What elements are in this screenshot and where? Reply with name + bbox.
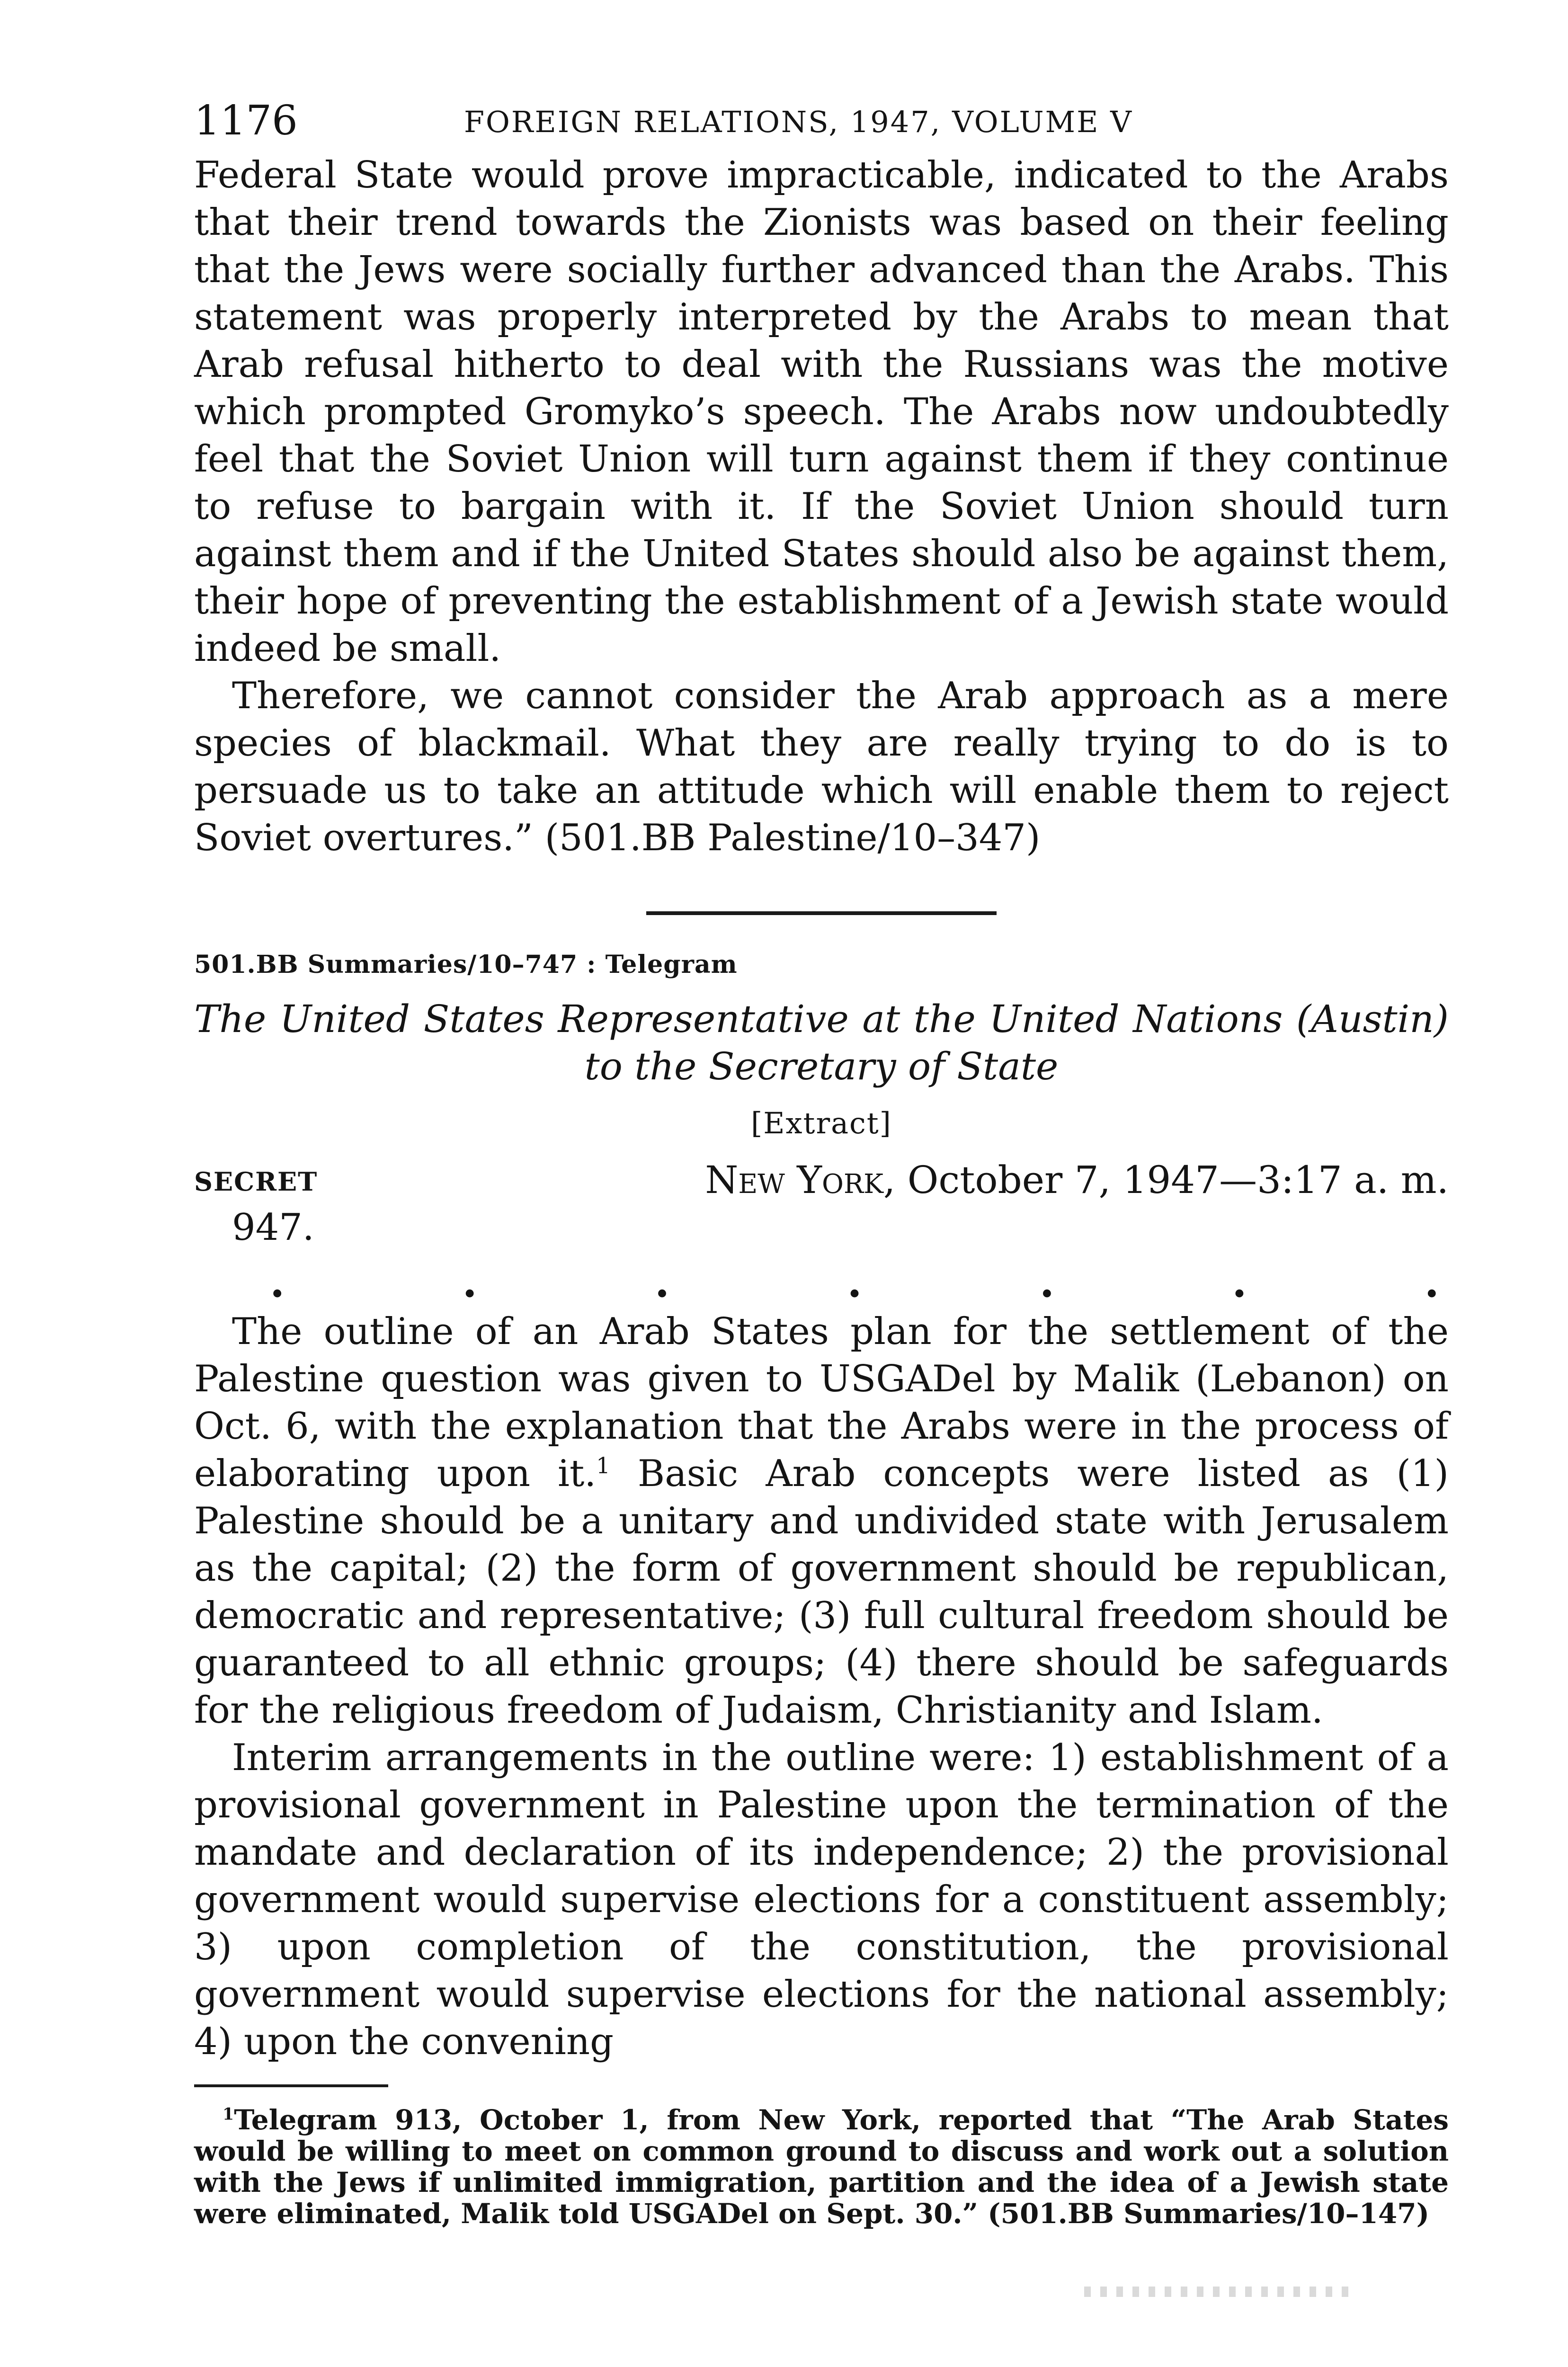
footnote-text: Telegram 913, October 1, from New York, reported that “The Arab States would be willing to meet on common ground to discuss and work out a solution with the Jews if unlimited immigration, partition and the idea of a Jewish state were eliminated, Malik told USGADel on Sept. 30.” (501.BB Summaries/10–147) [194, 2104, 1449, 2230]
footnote-divider [194, 2084, 388, 2087]
classification-label: SECRET [194, 1166, 318, 1197]
omission-ellipsis [194, 1257, 1449, 1308]
body-paragraph: Interim arrangements in the outline were: 1) establishment of a provisional government in Palestine upon the termination of the mandate and declaration of its independence; 2) the provisional government would supervise elections for a constituent assembly; 3) upon completion of the constitution, the provisional government would supervise elections for the national assembly; 4) upon the convening [194, 1736, 1449, 2063]
page-number: 1176 [194, 97, 298, 144]
extract-label: [Extract] [751, 1106, 892, 1140]
document-title-line-1: The United States Representative at the United Nations (Austin) [194, 997, 1449, 1041]
dateline-row [194, 1157, 1449, 1204]
ellipsis-dot: . [462, 1257, 477, 1307]
running-head [194, 99, 1449, 151]
document-page [194, 99, 1449, 2257]
ellipsis-dot: . [847, 1257, 862, 1307]
document-title [194, 996, 1449, 1090]
dateline [705, 1157, 1449, 1204]
footnote-marker: 1 [223, 2104, 234, 2124]
body-paragraph-text-continued: Basic Arab concepts were listed as (1) Palestine should be a unitary and undivided state with Jerusalem as the capital; (2) the form of government should be republican, democratic and representative; (3) full cultural freedom should be guaranteed to all ethnic groups; (4) there should be safeguards for the religious freedom of Judaism, Christianity and Islam. [194, 1452, 1449, 1732]
telegram-number: 947. [232, 1206, 314, 1249]
closing-paragraph: Therefore, we cannot consider the Arab approach as a mere species of blackmail. What they are really trying to do is to persuade us to take an attitude which will enable them to reject Soviet overtures.” (501.BB Palestine/10–347) [194, 675, 1449, 859]
scan-smudge [1084, 2287, 1349, 2297]
file-reference: 501.BB Summaries/10–747 : Telegram [194, 950, 738, 979]
ellipsis-dot: . [654, 1257, 670, 1307]
footnote-reference: 1 [596, 1453, 610, 1479]
footnote [194, 2104, 1449, 2229]
dateline-date: October 7, 1947—3:17 a. m. [907, 1158, 1449, 1202]
dateline-place: New York, [705, 1158, 896, 1202]
ellipsis-dot: . [270, 1257, 285, 1307]
ellipsis-dot: . [1039, 1257, 1055, 1307]
running-title: FOREIGN RELATIONS, 1947, VOLUME V [464, 105, 1133, 139]
body-paragraph [194, 1308, 1449, 1734]
body-paragraph-text: The outline of an Arab States plan for the settlement of the Palestine question was given to USGADel by Malik (Lebanon) on Oct. 6, with the explanation that the Arabs were in the process of elaborating upon it. [194, 1310, 1449, 1495]
ellipsis-dot: . [1424, 1257, 1439, 1307]
ellipsis-dot: . [1232, 1257, 1247, 1307]
continued-paragraph: Federal State would prove impracticable, indicated to the Arabs that their trend towards the Zionists was based on their feeling that the Jews were socially further advanced than the Arabs. This statement was properly interpreted by the Arabs to mean that Arab refusal hitherto to deal with the Russians was the motive which prompted Gromyko’s speech. The Arabs now undoubtedly feel that the Soviet Union will turn against them if they continue to refuse to bargain with it. If the Soviet Union should turn against them and if the United States should also be against them, their hope of preventing the establishment of a Jewish state would indeed be small. [194, 154, 1449, 670]
section-divider [646, 911, 997, 915]
document-title-line-2: to the Secretary of State [584, 1044, 1059, 1088]
